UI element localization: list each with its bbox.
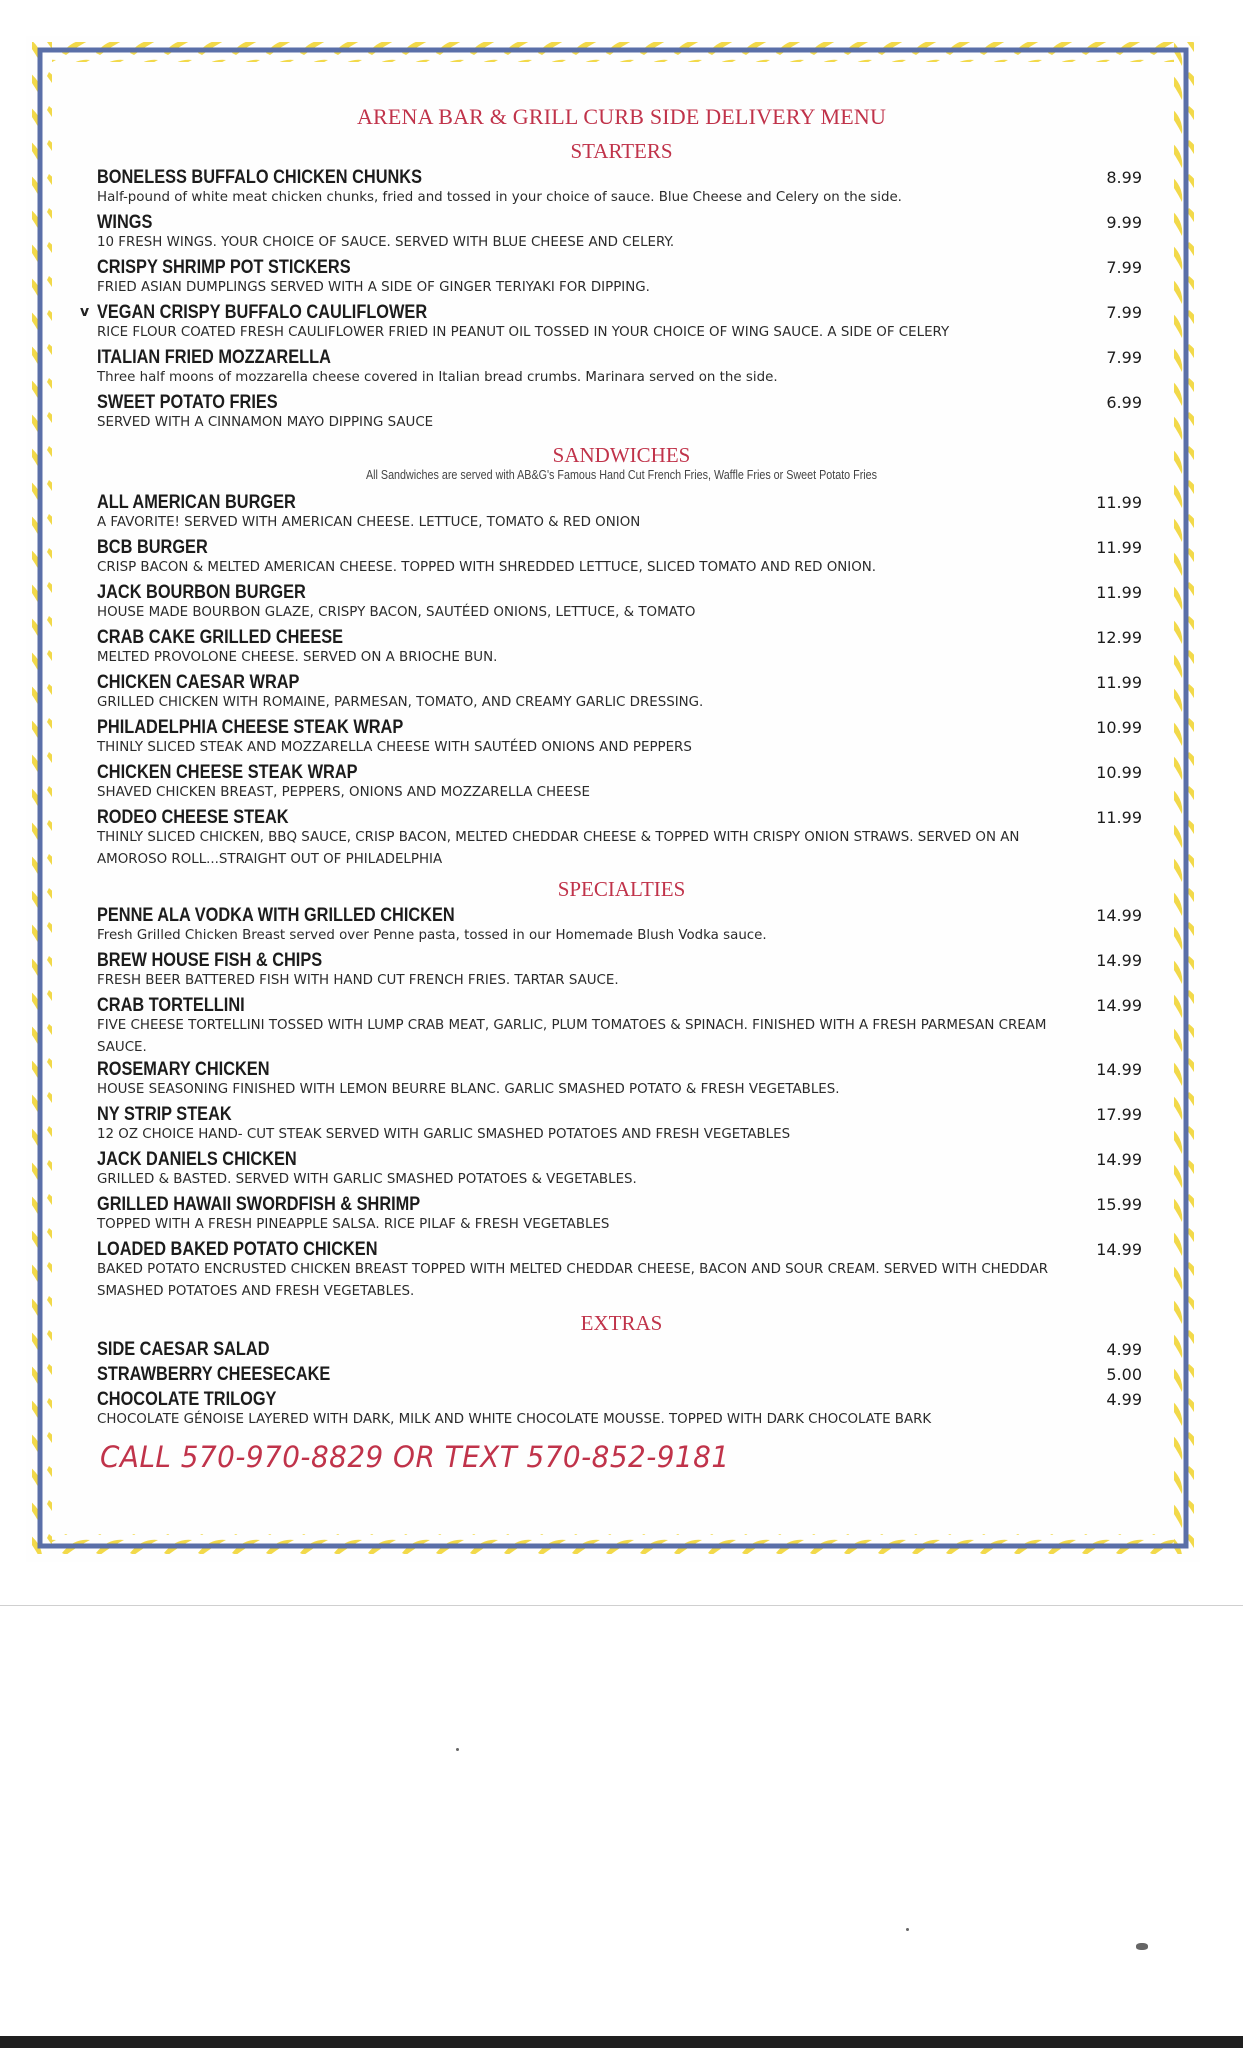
menu-item [97, 716, 1142, 759]
item-price: 12.99 [1096, 628, 1142, 647]
item-description: FIVE CHEESE TORTELLINI TOSSED WITH LUMP CRAB MEAT, GARLIC, PLUM TOMATOES & SPINACH. FINISHED WITH A FRESH PARMESAN CREAM SAUCE. [97, 1018, 1047, 1055]
item-description: 10 FRESH WINGS. YOUR CHOICE OF SAUCE. SERVED WITH BLUE CHEESE AND CELERY. [97, 235, 675, 250]
item-price: 11.99 [1096, 493, 1142, 512]
item-name: CRAB TORTELLINI [97, 995, 245, 1016]
item-price: 4.99 [1106, 1340, 1142, 1359]
menu-item [97, 626, 1142, 669]
item-price: 5.00 [1106, 1365, 1142, 1384]
menu-item [97, 994, 1142, 1059]
item-name: CHICKEN CAESAR WRAP [97, 672, 300, 693]
menu-item [97, 1388, 1142, 1431]
item-name: JACK BOURBON BURGER [97, 582, 306, 603]
item-name: PENNE ALA VODKA WITH GRILLED CHICKEN [97, 905, 455, 926]
item-price: 11.99 [1096, 673, 1142, 692]
item-price: 10.99 [1096, 718, 1142, 737]
item-name: ALL AMERICAN BURGER [97, 492, 296, 513]
menu-item [97, 256, 1142, 299]
section-title-sandwiches: SANDWICHES [552, 443, 691, 467]
item-description: FRIED ASIAN DUMPLINGS SERVED WITH A SIDE OF GINGER TERIYAKI FOR DIPPING. [97, 280, 650, 295]
item-price: 14.99 [1096, 906, 1142, 925]
item-price: 11.99 [1096, 538, 1142, 557]
item-price: 7.99 [1106, 258, 1142, 277]
menu-item [97, 1193, 1142, 1236]
item-price: 14.99 [1096, 1060, 1142, 1079]
item-price: 14.99 [1096, 951, 1142, 970]
item-description: THINLY SLICED STEAK AND MOZZARELLA CHEESE WITH SAUTÉED ONIONS AND PEPPERS [97, 740, 692, 755]
item-description: BAKED POTATO ENCRUSTED CHICKEN BREAST TOPPED WITH MELTED CHEDDAR CHEESE, BACON AND SOUR CREAM. SERVED WITH CHEDDAR SMASHED POTATOES AND FRESH VEGETABLES. [97, 1262, 1049, 1299]
item-price: 14.99 [1096, 1240, 1142, 1259]
item-price: 11.99 [1096, 583, 1142, 602]
sandwiches-note: All Sandwiches are served with AB&G's Famous Hand Cut French Fries, Waffle Fries or Sweet Potato Fries [365, 468, 878, 482]
item-description: THINLY SLICED CHICKEN, BBQ SAUCE, CRISP BACON, MELTED CHEDDAR CHEESE & TOPPED WITH CRISPY ONION STRAWS. SERVED ON AN AMOROSO ROLL...STRAIGHT OUT OF PHILADELPHIA [97, 830, 1020, 867]
menu-item [97, 949, 1142, 992]
item-name: VEGAN CRISPY BUFFALO CAULIFLOWER [97, 302, 428, 323]
item-name: SWEET POTATO FRIES [97, 392, 278, 413]
item-description: GRILLED CHICKEN WITH ROMAINE, PARMESAN, TOMATO, AND CREAMY GARLIC DRESSING. [97, 695, 704, 710]
scan-speck [456, 1748, 459, 1751]
item-price: 4.99 [1106, 1390, 1142, 1409]
item-name: JACK DANIELS CHICKEN [97, 1149, 297, 1170]
menu-item [97, 491, 1142, 534]
item-name: WINGS [97, 212, 153, 233]
menu-item [97, 1148, 1142, 1191]
item-description: FRESH BEER BATTERED FISH WITH HAND CUT FRENCH FRIES. TARTAR SAUCE. [97, 973, 619, 988]
section-title-specialties: SPECIALTIES [557, 877, 686, 901]
item-description: Three half moons of mozzarella cheese covered in Italian bread crumbs. Marinara served on the side. [97, 370, 778, 385]
item-description: SERVED WITH A CINNAMON MAYO DIPPING SAUCE [97, 415, 434, 430]
item-name: BONELESS BUFFALO CHICKEN CHUNKS [97, 167, 422, 188]
item-price: 8.99 [1106, 168, 1142, 187]
menu-item [97, 211, 1142, 254]
item-description: Fresh Grilled Chicken Breast served over Penne pasta, tossed in our Homemade Blush Vodka sauce. [97, 928, 767, 943]
item-name: CRAB CAKE GRILLED CHEESE [97, 627, 344, 648]
item-name: ROSEMARY CHICKEN [97, 1059, 270, 1080]
scan-speck [1136, 1943, 1148, 1950]
item-name: NY STRIP STEAK [97, 1104, 232, 1125]
item-name: STRAWBERRY CHEESECAKE [97, 1364, 331, 1385]
scanner-edge-bar [0, 2036, 1243, 2048]
menu-item [97, 581, 1142, 624]
menu-item [97, 166, 1142, 209]
item-description: MELTED PROVOLONE CHEESE. SERVED ON A BRIOCHE BUN. [97, 650, 498, 665]
menu-item [97, 301, 1142, 344]
menu-title: ARENA BAR & GRILL CURB SIDE DELIVERY MENU [356, 104, 887, 129]
item-name: ITALIAN FRIED MOZZARELLA [97, 347, 331, 368]
menu-item [97, 391, 1142, 434]
item-description: TOPPED WITH A FRESH PINEAPPLE SALSA. RICE PILAF & FRESH VEGETABLES [97, 1217, 610, 1232]
item-price: 10.99 [1096, 763, 1142, 782]
item-name: GRILLED HAWAII SWORDFISH & SHRIMP [97, 1194, 421, 1215]
blank-scan-area [0, 1605, 1243, 2049]
section-title-extras: EXTRAS [580, 1311, 663, 1335]
menu-item [97, 671, 1142, 714]
item-price: 7.99 [1106, 348, 1142, 367]
item-name: SIDE CAESAR SALAD [97, 1339, 270, 1360]
item-description: CRISP BACON & MELTED AMERICAN CHEESE. TOPPED WITH SHREDDED LETTUCE, SLICED TOMATO AND RED ONION. [97, 560, 877, 575]
section-title-starters: STARTERS [570, 139, 673, 163]
item-price: 14.99 [1096, 996, 1142, 1015]
item-price: 11.99 [1096, 808, 1142, 827]
item-description: A FAVORITE! SERVED WITH AMERICAN CHEESE. LETTUCE, TOMATO & RED ONION [97, 515, 641, 530]
menu-item [97, 1238, 1142, 1303]
vegan-marker: v [80, 304, 90, 320]
menu-item [97, 904, 1142, 947]
item-description: GRILLED & BASTED. SERVED WITH GARLIC SMASHED POTATOES & VEGETABLES. [97, 1172, 637, 1187]
item-description: RICE FLOUR COATED FRESH CAULIFLOWER FRIED IN PEANUT OIL TOSSED IN YOUR CHOICE OF WING SAUCE. A SIDE OF CELERY [97, 325, 950, 340]
menu-item [97, 761, 1142, 804]
menu-item [97, 806, 1142, 871]
menu-item [97, 346, 1142, 389]
item-description: Half-pound of white meat chicken chunks, fried and tossed in your choice of sauce. Blue Cheese and Celery on the side. [97, 190, 902, 205]
call-text-phone-numbers: CALL 570-970-8829 OR TEXT 570-852-9181 [100, 1440, 730, 1474]
item-name: BREW HOUSE FISH & CHIPS [97, 950, 323, 971]
item-name: BCB BURGER [97, 537, 208, 558]
item-price: 14.99 [1096, 1150, 1142, 1169]
item-name: LOADED BAKED POTATO CHICKEN [97, 1239, 378, 1260]
item-description: SHAVED CHICKEN BREAST, PEPPERS, ONIONS AND MOZZARELLA CHEESE [97, 785, 590, 800]
menu-item [97, 1338, 1142, 1361]
item-price: 17.99 [1096, 1105, 1142, 1124]
item-name: CHICKEN CHEESE STEAK WRAP [97, 762, 358, 783]
item-price: 9.99 [1106, 213, 1142, 232]
item-description: HOUSE MADE BOURBON GLAZE, CRISPY BACON, SAUTÉED ONIONS, LETTUCE, & TOMATO [97, 605, 696, 620]
menu-item [97, 1058, 1142, 1101]
scan-speck [906, 1928, 909, 1931]
menu-item [97, 1103, 1142, 1146]
menu-item [97, 536, 1142, 579]
item-name: CRISPY SHRIMP POT STICKERS [97, 257, 351, 278]
item-description: HOUSE SEASONING FINISHED WITH LEMON BEURRE BLANC. GARLIC SMASHED POTATO & FRESH VEGETABLES. [97, 1082, 840, 1097]
item-description: CHOCOLATE GÉNOISE LAYERED WITH DARK, MILK AND WHITE CHOCOLATE MOUSSE. TOPPED WITH DARK CHOCOLATE BARK [97, 1412, 932, 1427]
menu-item [97, 1363, 1142, 1386]
item-price: 15.99 [1096, 1195, 1142, 1214]
item-price: 7.99 [1106, 303, 1142, 322]
item-name: RODEO CHEESE STEAK [97, 807, 289, 828]
item-name: CHOCOLATE TRILOGY [97, 1389, 277, 1410]
item-name: PHILADELPHIA CHEESE STEAK WRAP [97, 717, 404, 738]
item-description: 12 OZ CHOICE HAND- CUT STEAK SERVED WITH GARLIC SMASHED POTATOES AND FRESH VEGETABLES [97, 1127, 791, 1142]
item-price: 6.99 [1106, 393, 1142, 412]
